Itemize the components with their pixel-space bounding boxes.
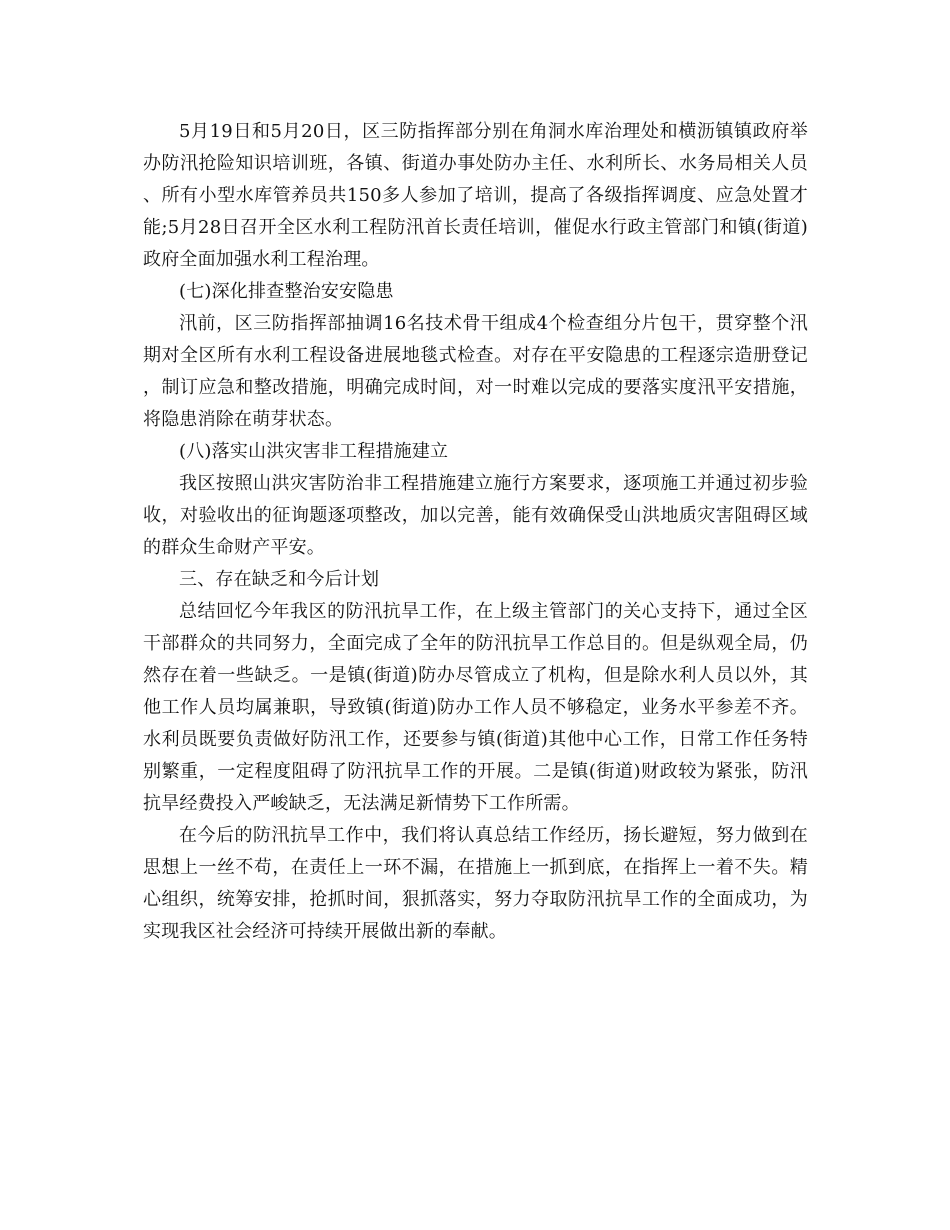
document-body <box>143 116 808 948</box>
heading-eight: (八)落实山洪灾害非工程措施建立 <box>179 441 449 462</box>
heading-three: 三、存在缺乏和今后计划 <box>179 569 380 590</box>
paragraph-inspection: 汛前，区三防指挥部抽调16名技术骨干组成4个检查组分片包干，贯穿整个汛期对全区所有水利工程设备进展地毯式检查。对存在平安隐患的工程逐宗造册登记，制订应急和整改措施，明确完成时间，对一时难以完成的要落实度汛平安措施，将隐患消除在萌芽状态。 <box>143 313 808 430</box>
paragraph-training: 5月19日和5月20日，区三防指挥部分别在角洞水库治理处和横沥镇镇政府举办防汛抢险知识培训班，各镇、街道办事处防办主任、水利所长、水务局相关人员、所有小型水库管养员共150多人参加了培训，提高了各级指挥调度、应急处置才能;5月28日召开全区水利工程防汛首长责任培训，催促水行政主管部门和镇(街道)政府全面加强水利工程治理。 <box>143 121 808 270</box>
heading-seven: (七)深化排查整治安安隐患 <box>179 281 394 302</box>
paragraph-flash-flood: 我区按照山洪灾害防治非工程措施建立施行方案要求，逐项施工并通过初步验收，对验收出的征询题逐项整改，加以完善，能有效确保受山洪地质灾害阻碍区域的群众生命财产平安。 <box>143 473 808 558</box>
paragraph-summary: 总结回忆今年我区的防汛抗旱工作，在上级主管部门的关心支持下，通过全区干部群众的共同努力，全面完成了全年的防汛抗旱工作总目的。但是纵观全局，仍然存在着一些缺乏。一是镇(街道)防办尽管成立了机构，但是除水利人员以外，其他工作人员均属兼职，导致镇(街道)防办工作人员不够稳定，业务水平参差不齐。水利员既要负责做好防汛工作，还要参与镇(街道)其他中心工作，日常工作任务特别繁重，一定程度阻碍了防汛抗旱工作的开展。二是镇(街道)财政较为紧张，防汛抗旱经费投入严峻缺乏，无法满足新情势下工作所需。 <box>143 601 808 814</box>
paragraph-future: 在今后的防汛抗旱工作中，我们将认真总结工作经历，扬长避短，努力做到在思想上一丝不苟，在责任上一环不漏，在措施上一抓到底，在指挥上一着不失。精心组织，统筹安排，抢抓时间，狠抓落实，努力夺取防汛抗旱工作的全面成功，为实现我区社会经济可持续开展做出新的奉献。 <box>143 825 808 942</box>
